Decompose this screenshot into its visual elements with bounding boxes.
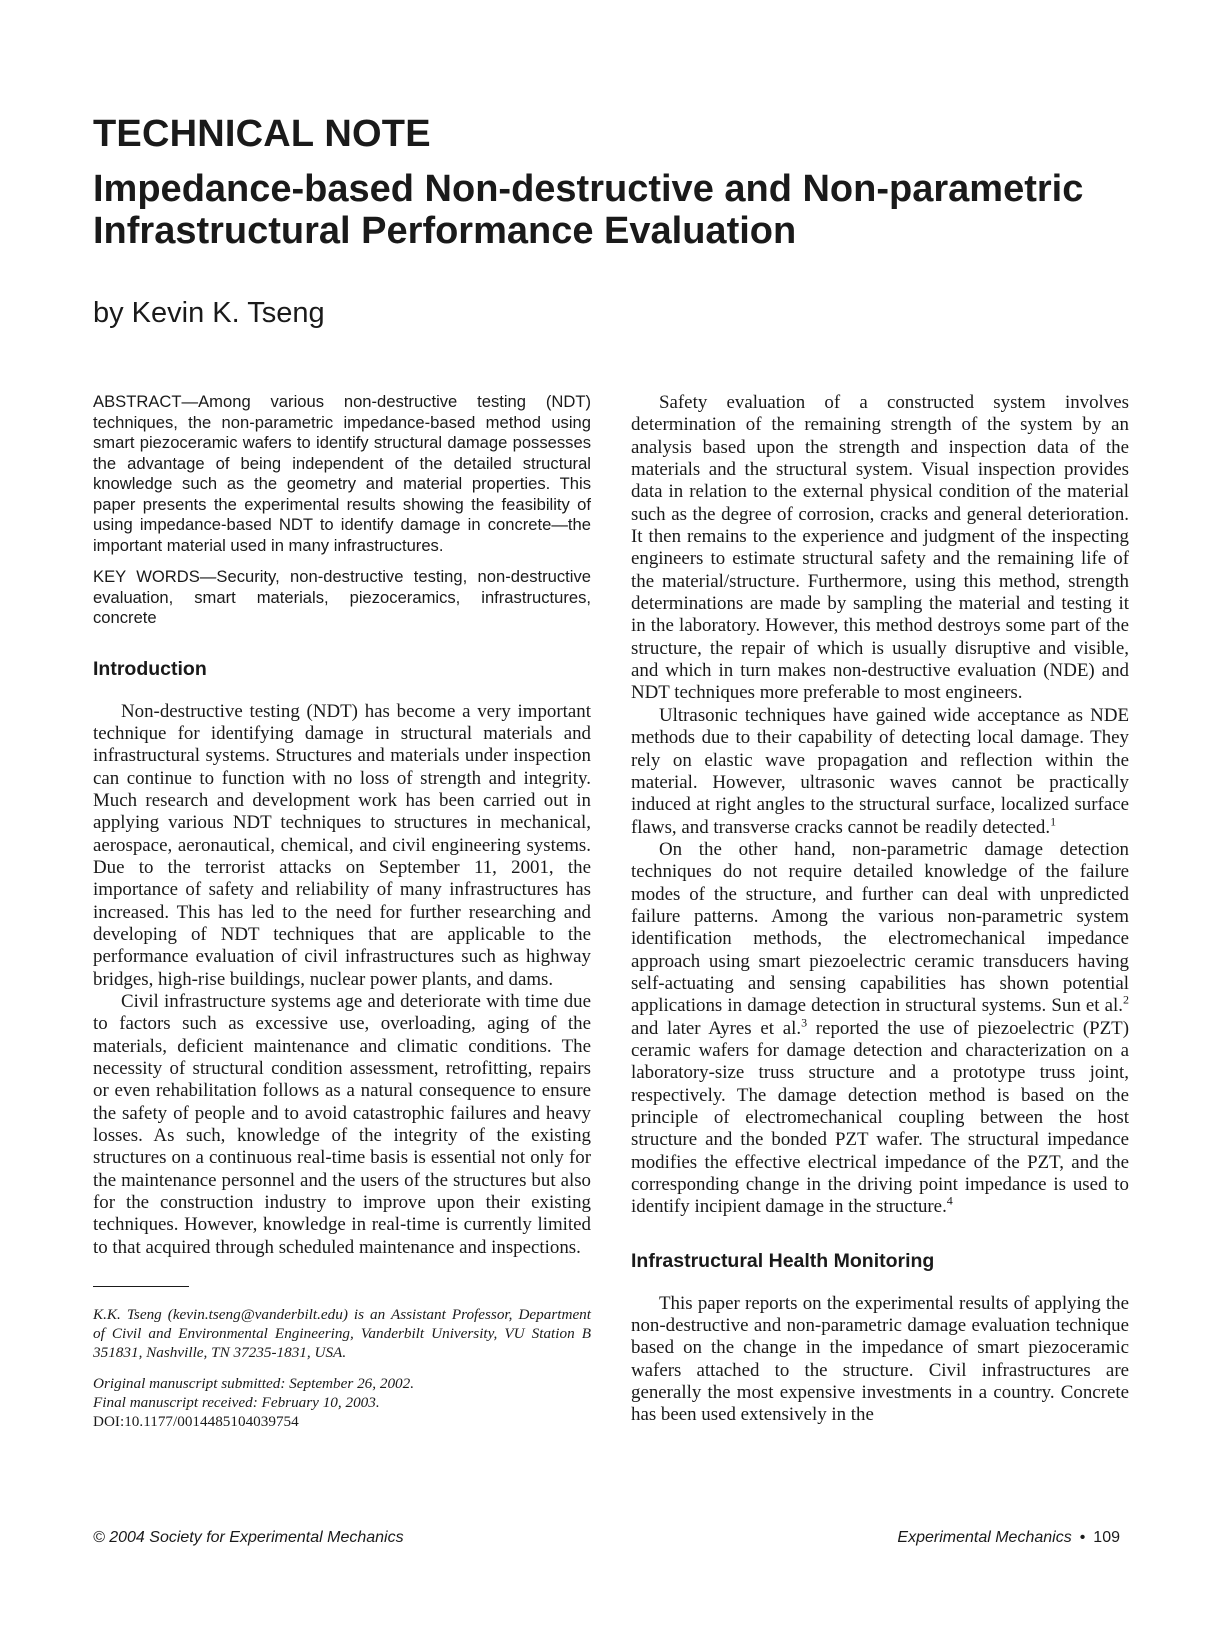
right-column — [631, 392, 1129, 1427]
title-line-1: Impedance-based Non-destructive and Non-parametric — [93, 168, 1084, 210]
left-column — [93, 392, 591, 1431]
paragraph-text: Ultrasonic techniques have gained wide acceptance as NDE methods due to their capability of detecting local damage. They rely on elastic wave propagation and reflection within the material. However, ultrasonic waves cannot be practically induced at right angles to the structural surface, localized surface flaws, and transverse cracks cannot be readily detected. — [631, 704, 1129, 838]
title-line-2: Infrastructural Performance Evaluation — [93, 210, 797, 252]
infrastructural-health-heading: Infrastructural Health Monitoring — [631, 1249, 935, 1272]
citation-ref: 1 — [1050, 814, 1057, 829]
section-label: TECHNICAL NOTE — [93, 113, 431, 155]
abstract: ABSTRACT—Among various non-destructive testing (NDT) techniques, the non-parametric impedance-based method using smart piezoceramic wafers to identify structural damage possesses the advantage of being independent of the detailed structural knowledge such as the geometry and material properties. This paper presents the experimental results showing the feasibility of using impedance-based NDT to identify damage in concrete—the important material used in many infrastructures. — [93, 392, 591, 555]
introduction-heading: Introduction — [93, 657, 207, 680]
doi: DOI:10.1177/0014485104039754 — [93, 1413, 299, 1431]
footnote-rule — [93, 1286, 189, 1287]
author-byline: by Kevin K. Tseng — [93, 297, 325, 329]
manuscript-dates — [93, 1374, 591, 1412]
citation-ref: 3 — [801, 1015, 808, 1030]
body-paragraph: Safety evaluation of a constructed system involves determination of the remaining strength of the system by an analysis based upon the strength and inspection data of the materials and the structural system. Visual inspection provides data in relation to the external physical condition of the material such as the degree of corrosion, cracks and general deterioration. It then remains to the experience and judgment of the inspecting engineers to estimate structural safety and the remaining life of the material/structure. Furthermore, using this method, strength determinations are made by sampling the material and testing it in the laboratory. However, this method destroys some part of the structure, the repair of which is usually disruptive and visible, and which in turn makes non-destructive evaluation (NDE) and NDT techniques more preferable to most engineers. — [631, 392, 1129, 704]
copyright-footer: © 2004 Society for Experimental Mechanics — [93, 1529, 404, 1546]
paragraph-text: reported the use of piezoelectric (PZT) ceramic wafers for damage detection and characterization on a laboratory-size truss structure and a prototype truss joint, respectively. The damage detection method is based on the principle of electromechanical coupling between the host structure and the bonded PZT wafer. The structural impedance modifies the effective electrical impedance of the PZT, and the corresponding change in the driving point impedance is used to identify incipient damage in the structure. — [631, 1017, 1129, 1218]
citation-ref: 4 — [946, 1194, 953, 1209]
journal-name: Experimental Mechanics — [897, 1529, 1072, 1546]
body-paragraph — [631, 705, 1129, 839]
body-paragraph: Civil infrastructure systems age and deteriorate with time due to factors such as excessive use, overloading, aging of the materials, deficient maintenance and climatic conditions. The necessity of structural condition assessment, retrofitting, repairs or even rehabilitation follows as a natural consequence to ensure the safety of people and to avoid catastrophic failures and heavy losses. As such, knowledge of the integrity of the existing structures on a continuous real-time basis is essential not only for the maintenance personnel and the users of the structures but also for the construction industry to improve upon their existing techniques. However, knowledge in real-time is currently limited to that acquired through scheduled maintenance and inspections. — [93, 990, 591, 1258]
keywords: KEY WORDS—Security, non-destructive testing, non-destructive evaluation, smart materials, piezoceramics, infrastructures, concrete — [93, 567, 591, 627]
page-number: 109 — [1093, 1529, 1120, 1546]
journal-footer — [700, 1529, 1120, 1547]
body-paragraph: This paper reports on the experimental results of applying the non-destructive and non-parametric damage evaluation technique based on the change in the impedance of smart piezoceramic wafers attached to the structure. Civil infrastructures are generally the most expensive investments in a country. Concrete has been used extensively in the — [631, 1292, 1129, 1426]
article-header — [93, 112, 1153, 330]
body-paragraph — [631, 839, 1129, 1219]
paragraph-text: On the other hand, non-parametric damage detection techniques do not require detailed knowledge of the failure modes of the structure, and further can deal with unpredicted failure patterns. Among the various non-parametric system identification methods, the electromechanical impedance approach using smart piezoelectric ceramic transducers having self-actuating and sensing capabilities has shown potential applications in damage detection in structural systems. Sun et al. — [631, 838, 1129, 1017]
bullet-separator: • — [1079, 1529, 1086, 1546]
submitted-date: Original manuscript submitted: September 26, 2002. — [93, 1375, 415, 1393]
body-paragraph: Non-destructive testing (NDT) has become a very important technique for identifying damage in structural materials and infrastructural systems. Structures and materials under inspection can continue to function with no loss of strength and integrity. Much research and development work has been carried out in applying various NDT techniques to structures in mechanical, aerospace, aeronautical, chemical, and civil engineering systems. Due to the terrorist attacks on September 11, 2001, the importance of safety and reliability of many infrastructures has increased. This has led to the need for further researching and developing of NDT techniques that are applicable to the performance evaluation of civil infrastructures such as highway bridges, high-rise buildings, nuclear power plants, and dams. — [93, 700, 591, 990]
author-affiliation-footnote: K.K. Tseng (kevin.tseng@vanderbilt.edu) is an Assistant Professor, Department of Civil and Environmental Engineering, Vanderbilt University, VU Station B 351831, Nashville, TN 37235-1831, USA. — [93, 1306, 591, 1362]
citation-ref: 2 — [1123, 992, 1129, 1007]
article-title — [93, 168, 1153, 252]
paragraph-text: and later Ayres et al. — [631, 1017, 802, 1039]
received-date: Final manuscript received: February 10, 2003. — [93, 1394, 380, 1412]
